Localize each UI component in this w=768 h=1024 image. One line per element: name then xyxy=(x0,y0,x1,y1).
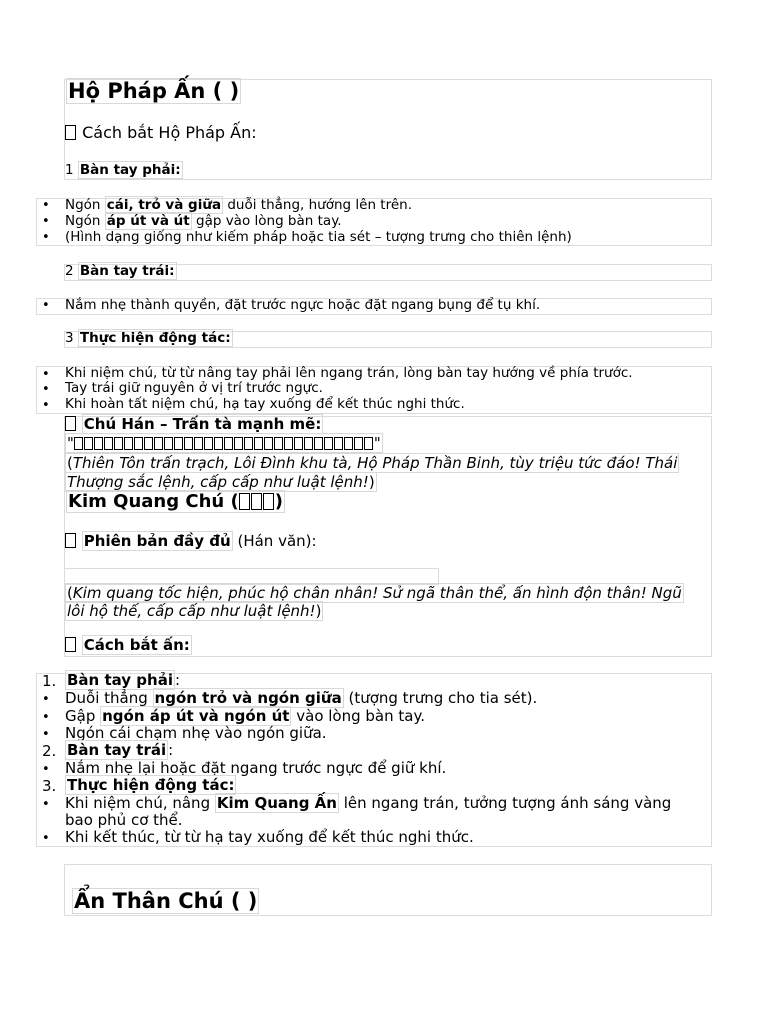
bullet: • xyxy=(42,230,50,245)
chant-translation-line2: Thượng sắc lệnh, cấp cấp như luật lệnh!) xyxy=(67,473,375,491)
unknown-glyph-icon xyxy=(65,416,76,431)
kim-quang-line1: (Kim quang tốc hiện, phúc hộ chân nhân! Sử ngã thân thể, ấn hình độn thân! Ngũ xyxy=(67,584,682,602)
bullet: • xyxy=(42,727,50,742)
list-item: Ngón cái chạm nhẹ vào ngón giữa. xyxy=(65,724,327,742)
chant-heading: Chú Hán – Trấn tà mạnh mẽ: xyxy=(65,416,323,433)
bullet: • xyxy=(42,797,50,812)
chant-translation-line1: (Thiên Tôn trấn trạch, Lôi Đình khu tà, Hộ Pháp Thần Binh, tùy triệu tức đáo! Thái xyxy=(67,454,678,472)
bullet: • xyxy=(42,367,50,382)
bullet: • xyxy=(42,762,50,777)
kq-step1-heading: Bàn tay phải : xyxy=(67,671,181,689)
bullet: • xyxy=(42,710,50,725)
step2-heading: 2 Bàn tay trái: xyxy=(65,263,175,279)
step1-heading: 1 Bàn tay phải: xyxy=(65,162,181,178)
step3-heading: 3 Thực hiện động tác: xyxy=(65,330,231,346)
title-kim-quang-chu: Kim Quang Chú ( ) xyxy=(68,491,283,512)
list-item: Ngón áp út và út gập vào lòng bàn tay. xyxy=(65,213,342,229)
list-item: Nắm nhẹ thành quyền, đặt trước ngực hoặc đặt ngang bụng để tụ khí. xyxy=(65,297,541,313)
list-item: Tay trái giữ nguyên ở vị trí trước ngực. xyxy=(65,380,323,396)
bullet: • xyxy=(42,831,50,846)
step-number: 1. xyxy=(42,672,57,690)
list-item: (Hình dạng giống như kiếm pháp hoặc tia sét – tượng trưng cho thiên lệnh) xyxy=(65,229,572,245)
chant-han-text: " " xyxy=(67,434,381,452)
list-item: Duỗi thẳng ngón trỏ và ngón giữa (tượng trưng cho tia sét). xyxy=(65,689,538,707)
title-an-than-chu: Ẩn Thân Chú ( ) xyxy=(74,889,258,913)
howto-heading: Cách bắt Hộ Pháp Ấn: xyxy=(65,124,257,142)
list-item-continuation: bao phủ cơ thể. xyxy=(65,811,183,829)
list-item: Nắm nhẹ lại hoặc đặt ngang trước ngực để giữ khí. xyxy=(65,759,447,777)
list-item: Khi niệm chú, nâng Kim Quang Ấn lên ngang trán, tưởng tượng ánh sáng vàng xyxy=(65,794,672,812)
list-item: Gập ngón áp út và ngón út vào lòng bàn tay. xyxy=(65,707,425,725)
unknown-glyph-icon xyxy=(65,125,76,140)
list-item: Ngón cái, trỏ và giữa duỗi thẳng, hướng lên trên. xyxy=(65,197,413,213)
kim-quang-line2: lôi hộ thế, cấp cấp như luật lệnh!) xyxy=(67,602,322,620)
title-ho-phap-an: Hộ Pháp Ấn ( ) xyxy=(68,79,240,103)
bullet: • xyxy=(42,198,50,213)
version-heading: Phiên bản đầy đủ (Hán văn): xyxy=(65,533,317,550)
list-item: Khi hoàn tất niệm chú, hạ tay xuống để kết thúc nghi thức. xyxy=(65,396,465,412)
unknown-glyph-icon xyxy=(65,533,76,548)
kq-step2-heading: Bàn tay trái : xyxy=(67,741,174,759)
bullet: • xyxy=(42,692,50,707)
bullet: • xyxy=(42,214,50,229)
unknown-glyph-icon xyxy=(65,637,76,652)
list-item: Khi kết thúc, từ từ hạ tay xuống để kết thúc nghi thức. xyxy=(65,828,474,846)
step-number: 3. xyxy=(42,777,57,795)
bullet: • xyxy=(42,398,50,413)
step-number: 2. xyxy=(42,742,57,760)
bullet: • xyxy=(42,382,50,397)
bullet: • xyxy=(42,298,50,313)
kq-step3-heading: Thực hiện động tác: xyxy=(67,776,235,794)
kim-quang-howto: Cách bắt ấn: xyxy=(65,637,192,654)
list-item: Khi niệm chú, từ từ nâng tay phải lên ngang trán, lòng bàn tay hướng về phía trước. xyxy=(65,365,633,381)
